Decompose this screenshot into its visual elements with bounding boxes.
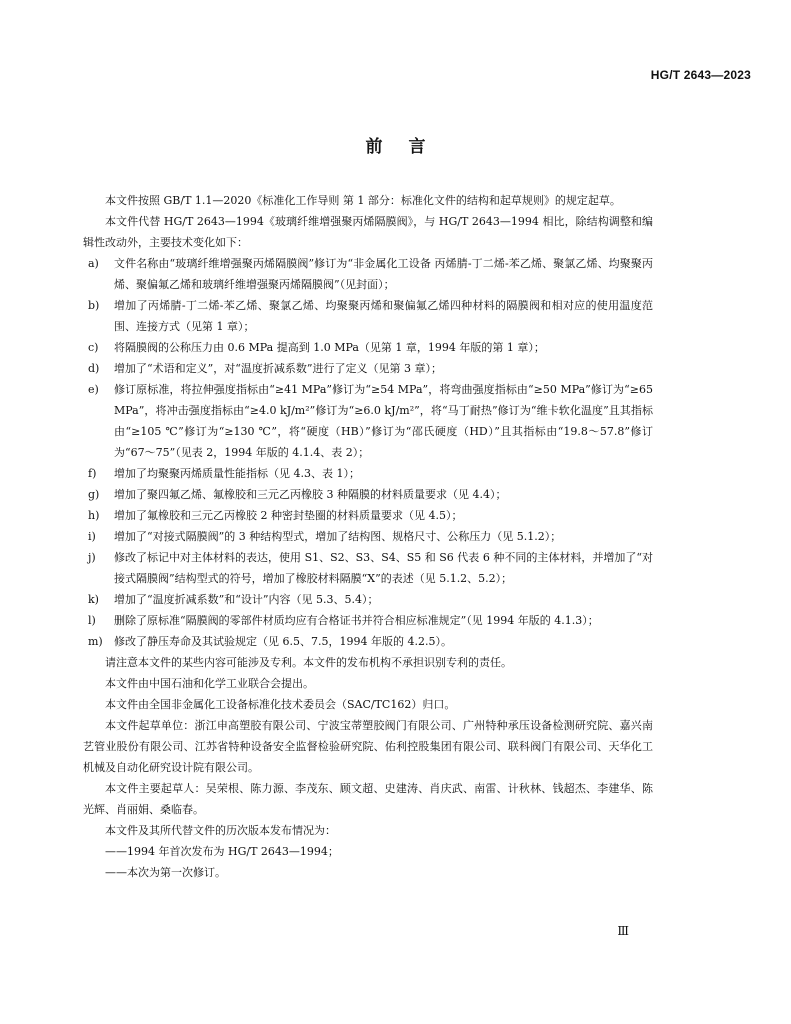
note-paragraph: 请注意本文件的某些内容可能涉及专利。本文件的发布机构不承担识别专利的责任。: [105, 656, 512, 669]
list-marker: d): [88, 362, 100, 375]
history-intro: 本文件及其所代替文件的历次版本发布情况为：: [105, 824, 336, 837]
note-paragraph: 本文件由中国石油和化学工业联合会提出。: [105, 677, 314, 690]
list-item-text: 增加了聚四氟乙烯、氟橡胶和三元乙丙橡胶 3 种隔膜的材料质量要求（见 4.4）；: [114, 488, 507, 501]
list-item-text: 增加了丙烯腈-丁二烯-苯乙烯、聚氯乙烯、均聚聚丙烯和聚偏氟乙烯四种材料的隔膜阀和相对应的使用温度范围、连接方式（见第 1 章）；: [114, 299, 653, 333]
list-item: [83, 484, 653, 505]
list-marker: c): [88, 341, 99, 354]
document-code: HG/T 2643—2023: [650, 68, 751, 82]
list-item: [83, 337, 653, 358]
list-marker: e): [88, 383, 99, 396]
list-item-text: 修改了静压寿命及其试验规定（见 6.5、7.5，1994 年版的 4.2.5）。: [114, 635, 452, 648]
list-item-text: 增加了均聚聚丙烯质量性能指标（见 4.3、表 1）；: [114, 467, 360, 480]
list-item-text: 修订原标准，将拉伸强度指标由“≥41 MPa”修订为“≥54 MPa”，将弯曲强度指标由“≥50 MPa”修订为“≥65 MPa”，将冲击强度指标由“≥4.0 kJ/m²”修订为“≥6.0 kJ/m²”，将“马丁耐热”修订为“维卡软化温度”且其指标由“≥105 ℃”修订为“≥130 ℃”，将“硬度（HB）”修订为“邵氏硬度（HD）”且其指标由“19.8～57.8”修订为“67～75”（见表 2，1994 年版的 4.1.4、表 2）；: [114, 383, 653, 459]
list-item-text: 删除了原标准“隔膜阀的零部件材质均应有合格证书并符合相应标准规定”（见 1994 年版的 4.1.3）；: [114, 614, 599, 627]
list-marker: l): [88, 614, 96, 627]
list-marker: h): [88, 509, 100, 522]
list-marker: g): [88, 488, 100, 501]
list-item: [83, 547, 653, 589]
list-item-text: 修改了标记中对主体材料的表达，使用 S1、S2、S3、S4、S5 和 S6 代表 6 种不同的主体材料，并增加了“对接式隔膜阀”结构型式的符号，增加了橡胶材料隔膜“X”的表述（见 5.1.2、5.2）；: [114, 551, 653, 585]
list-item: [83, 253, 653, 295]
history-item: ——1994 年首次发布为 HG/T 2643—1994；: [105, 845, 339, 858]
list-marker: j): [88, 551, 96, 564]
page-title: 前言: [365, 137, 452, 157]
list-marker: f): [88, 467, 97, 480]
note-paragraph: 本文件由全国非金属化工设备标准化技术委员会（SAC/TC162）归口。: [105, 698, 456, 711]
list-item: [83, 526, 653, 547]
list-item: [83, 631, 653, 652]
list-item: [83, 463, 653, 484]
page-number: Ⅲ: [617, 924, 629, 938]
list-item: [83, 610, 653, 631]
list-marker: b): [88, 299, 100, 312]
intro-paragraph: 本文件按照 GB/T 1.1—2020《标准化工作导则 第 1 部分：标准化文件的结构和起草规则》的规定起草。: [105, 194, 621, 207]
list-item-text: 将隔膜阀的公称压力由 0.6 MPa 提高到 1.0 MPa（见第 1 章，1994 年版的第 1 章）；: [114, 341, 545, 354]
list-item-text: 增加了“温度折减系数”和“设计”内容（见 5.3、5.4）；: [114, 593, 379, 606]
history-item: ——本次为第一次修订。: [105, 866, 226, 879]
list-item-text: 增加了氟橡胶和三元乙丙橡胶 2 种密封垫圈的材料质量要求（见 4.5）；: [114, 509, 463, 522]
drafting-units-paragraph: 本文件起草单位：浙江申高塑胶有限公司、宁波宝蒂塑胶阀门有限公司、广州特种承压设备检测研究院、嘉兴南艺管业股份有限公司、江苏省特种设备安全监督检验研究院、佑利控股集团有限公司、联科阀门有限公司、天华化工机械及自动化研究设计院有限公司。: [83, 719, 653, 774]
list-item-text: 增加了“术语和定义”，对“温度折减系数”进行了定义（见第 3 章）；: [114, 362, 442, 375]
list-item: [83, 379, 653, 463]
list-marker: a): [88, 257, 99, 270]
list-marker: i): [88, 530, 96, 543]
intro-paragraph: 本文件代替 HG/T 2643—1994《玻璃纤维增强聚丙烯隔膜阀》，与 HG/T 2643—1994 相比，除结构调整和编辑性改动外，主要技术变化如下：: [83, 215, 653, 249]
changes-list: [83, 253, 653, 652]
list-item: [83, 505, 653, 526]
list-item: [83, 295, 653, 337]
list-item: [83, 358, 653, 379]
foreword-body: [83, 190, 653, 883]
list-marker: m): [88, 635, 103, 648]
list-item-text: 增加了“对接式隔膜阀”的 3 种结构型式，增加了结构图、规格尺寸、公称压力（见 5.1.2）；: [114, 530, 562, 543]
drafters-paragraph: 本文件主要起草人：吴荣根、陈力源、李茂东、顾文超、史建涛、肖庆武、南雷、计秋林、钱超杰、李建华、陈光辉、肖丽娟、桑临春。: [83, 782, 653, 816]
list-item-text: 文件名称由“玻璃纤维增强聚丙烯隔膜阀”修订为“非金属化工设备 丙烯腈-丁二烯-苯乙烯、聚氯乙烯、均聚聚丙烯、聚偏氟乙烯和玻璃纤维增强聚丙烯隔膜阀”（见封面）；: [114, 257, 653, 291]
list-item: [83, 589, 653, 610]
list-marker: k): [88, 593, 99, 606]
